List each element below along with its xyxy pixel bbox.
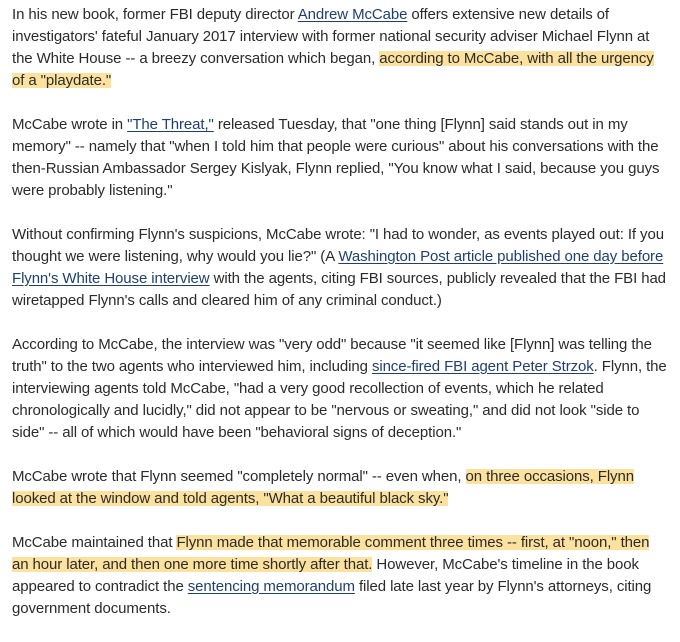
paragraph-text: McCabe maintained that [12,534,177,551]
peter-strzok-link[interactable]: since-fired FBI agent Peter Strzok [371,358,594,375]
paragraph-6 [12,532,668,620]
paragraph-5 [12,466,668,510]
highlighted-text: Flynn made that memorable comment three times -- first, at "noon," then an hour later, and then one more time shortly after that. [12,534,650,573]
washington-post-article-link[interactable]: Washington Post article published one day before Flynn's White House interview [12,248,664,287]
paragraph-text: with the agents, citing FBI sources, publicly revealed that the FBI had wiretapped Flynn's calls and cleared him of any criminal conduct.) [12,270,666,309]
highlighted-text: on three occasions, Flynn looked at the window and told agents, "What a beautiful black sky." [12,468,634,507]
highlighted-text: according to McCabe, with all the urgency of a "playdate." [12,50,654,89]
paragraph-text: . Flynn, the interviewing agents told McCabe, "had a very good recollection of events, which he related chronologically and lucidly," did not appear to be "nervous or sweating," and did not look "side to side" -- all of which would have been "behavioral signs of deception." [12,358,667,441]
paragraph-text: filed late last year by Flynn's attorneys, citing government documents. [12,578,652,617]
paragraph-text: McCabe wrote in [12,116,128,133]
the-threat-link[interactable]: "The Threat," [127,116,214,133]
paragraph-4 [12,334,668,444]
paragraph-text: McCabe wrote that Flynn seemed "completely normal" -- even when, [12,468,466,485]
paragraph-1 [12,4,668,92]
paragraph-3 [12,224,668,312]
paragraph-text: offers extensive new details of investigators' fateful January 2017 interview with former national security adviser Michael Flynn at the White House -- a breezy conversation which began, [12,6,650,67]
sentencing-memorandum-link[interactable]: sentencing memorandum [187,578,355,595]
paragraph-text: Without confirming Flynn's suspicions, McCabe wrote: "I had to wonder, as events played out: If you thought we were listening, why would you lie?" (A [12,226,664,265]
article-body [12,4,668,642]
paragraph-text: released Tuesday, that "one thing [Flynn] said stands out in my memory" -- namely that "when I told him that people were curious" about his conversations with the then-Russian Ambassador Sergey Kislyak, Flynn replied, "You know what I said, because you guys were probably listening." [12,116,660,199]
paragraph-text: According to McCabe, the interview was "very odd" because "it seemed like [Flynn] was telling the truth" to the two agents who interviewed him, including [12,336,652,375]
paragraph-2 [12,114,668,202]
paragraph-text: However, McCabe's timeline in the book appeared to contradict the [12,556,639,595]
andrew-mccabe-link[interactable]: Andrew McCabe [297,6,408,23]
paragraph-text: In his new book, former FBI deputy director [12,6,298,23]
